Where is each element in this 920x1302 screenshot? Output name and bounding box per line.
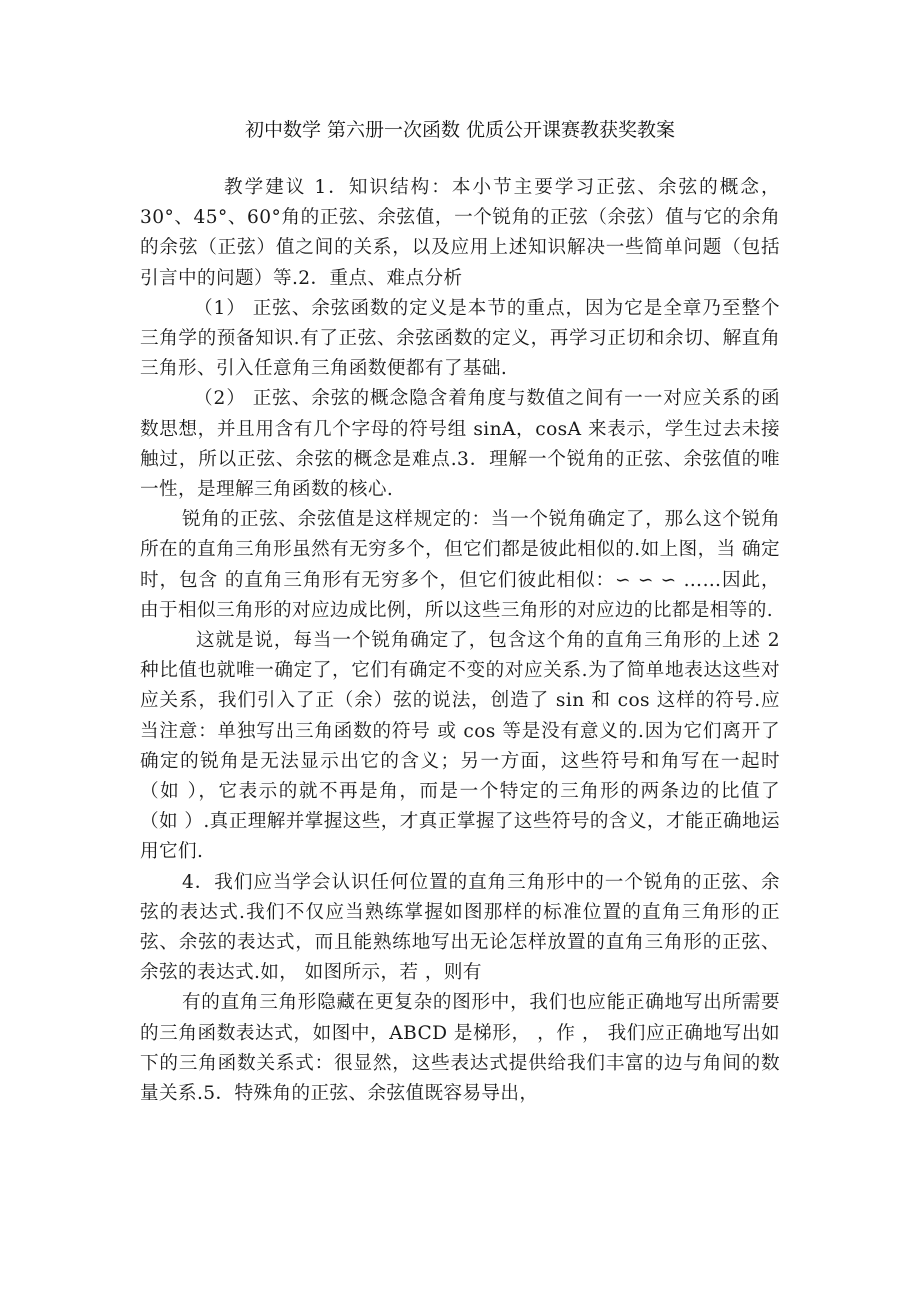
paragraph-teaching-suggestions: 教学建议 1．知识结构：本小节主要学习正弦、余弦的概念，30°、45°、60°角的正弦、余弦值，一个锐角的正弦（余弦）值与它的余角的余弦（正弦）值之间的关系，以及应用上述知识解决一些简单问题（包括引言中的问题）等.2．重点、难点分析: [140, 177, 780, 289]
paragraph-key-point-1: （1） 正弦、余弦函数的定义是本节的重点，因为它是全章乃至整个三角学的预备知识.有了正弦、余弦函数的定义，再学习正切和余切、解直角三角形、引入任意角三角函数便都有了基础.: [140, 297, 780, 380]
paragraph-symbol-meaning: 这就是说，每当一个锐角确定了，包含这个角的直角三角形的上述 2 种比值也就唯一确定了，它们有确定不变的对应关系.为了简单地表达这些对应关系，我们引入了正（余）弦的说法，创造了 sin 和 cos 这样的符号.应当注意：单独写出三角函数的符号 或 cos 等是没有意义的.因为它们离开了确定的锐角是无法显示出它的含义；另一方面，这些符号和角写在一起时（如 ），它表示的就不再是角，而是一个特定的三角形的两条边的比值了（如 ）.真正理解并掌握这些，才真正掌握了这些符号的含义，才能正确地运用它们.: [140, 630, 780, 863]
document-title: 初中数学 第六册一次函数 优质公开课赛教获奖教案: [244, 119, 676, 141]
paragraph-acute-angle-definition: 锐角的正弦、余弦值是这样规定的：当一个锐角确定了，那么这个锐角所在的直角三角形虽然有无穷多个，但它们都是彼此相似的.如上图，当 确定时，包含 的直角三角形有无穷多个，但它们彼此相似：∽ ∽ ∽ ……因此，由于相似三角形的对应边成比例，所以这些三角形的对应边的比都是相等的.: [140, 509, 780, 621]
paragraph-expression-recognition: 4．我们应当学会认识任何位置的直角三角形中的一个锐角的正弦、余弦的表达式.我们不仅应当熟练掌握如图那样的标准位置的直角三角形的正弦、余弦的表达式，而且能熟练地写出无论怎样放置的直角三角形的正弦、余弦的表达式.如， 如图所示，若 ，则有: [140, 871, 780, 984]
paragraph-key-point-2: （2） 正弦、余弦的概念隐含着角度与数值之间有一一对应关系的函数思想，并且用含有几个字母的符号组 sinA，cosA 来表示，学生过去未接触过，所以正弦、余弦的概念是难点.3．理解一个锐角的正弦、余弦值的唯一性，是理解三角函数的核心.: [140, 388, 780, 501]
document-body: [140, 173, 780, 1109]
paragraph-hidden-triangles: 有的直角三角形隐藏在更复杂的图形中，我们也应能正确地写出所需要的三角函数表达式，如图中，ABCD 是梯形， ，作 ， 我们应正确地写出如下的三角函数关系式：很显然，这些表达式提供给我们丰富的边与角间的数量关系.5．特殊角的正弦、余弦值既容易导出，: [140, 992, 780, 1105]
